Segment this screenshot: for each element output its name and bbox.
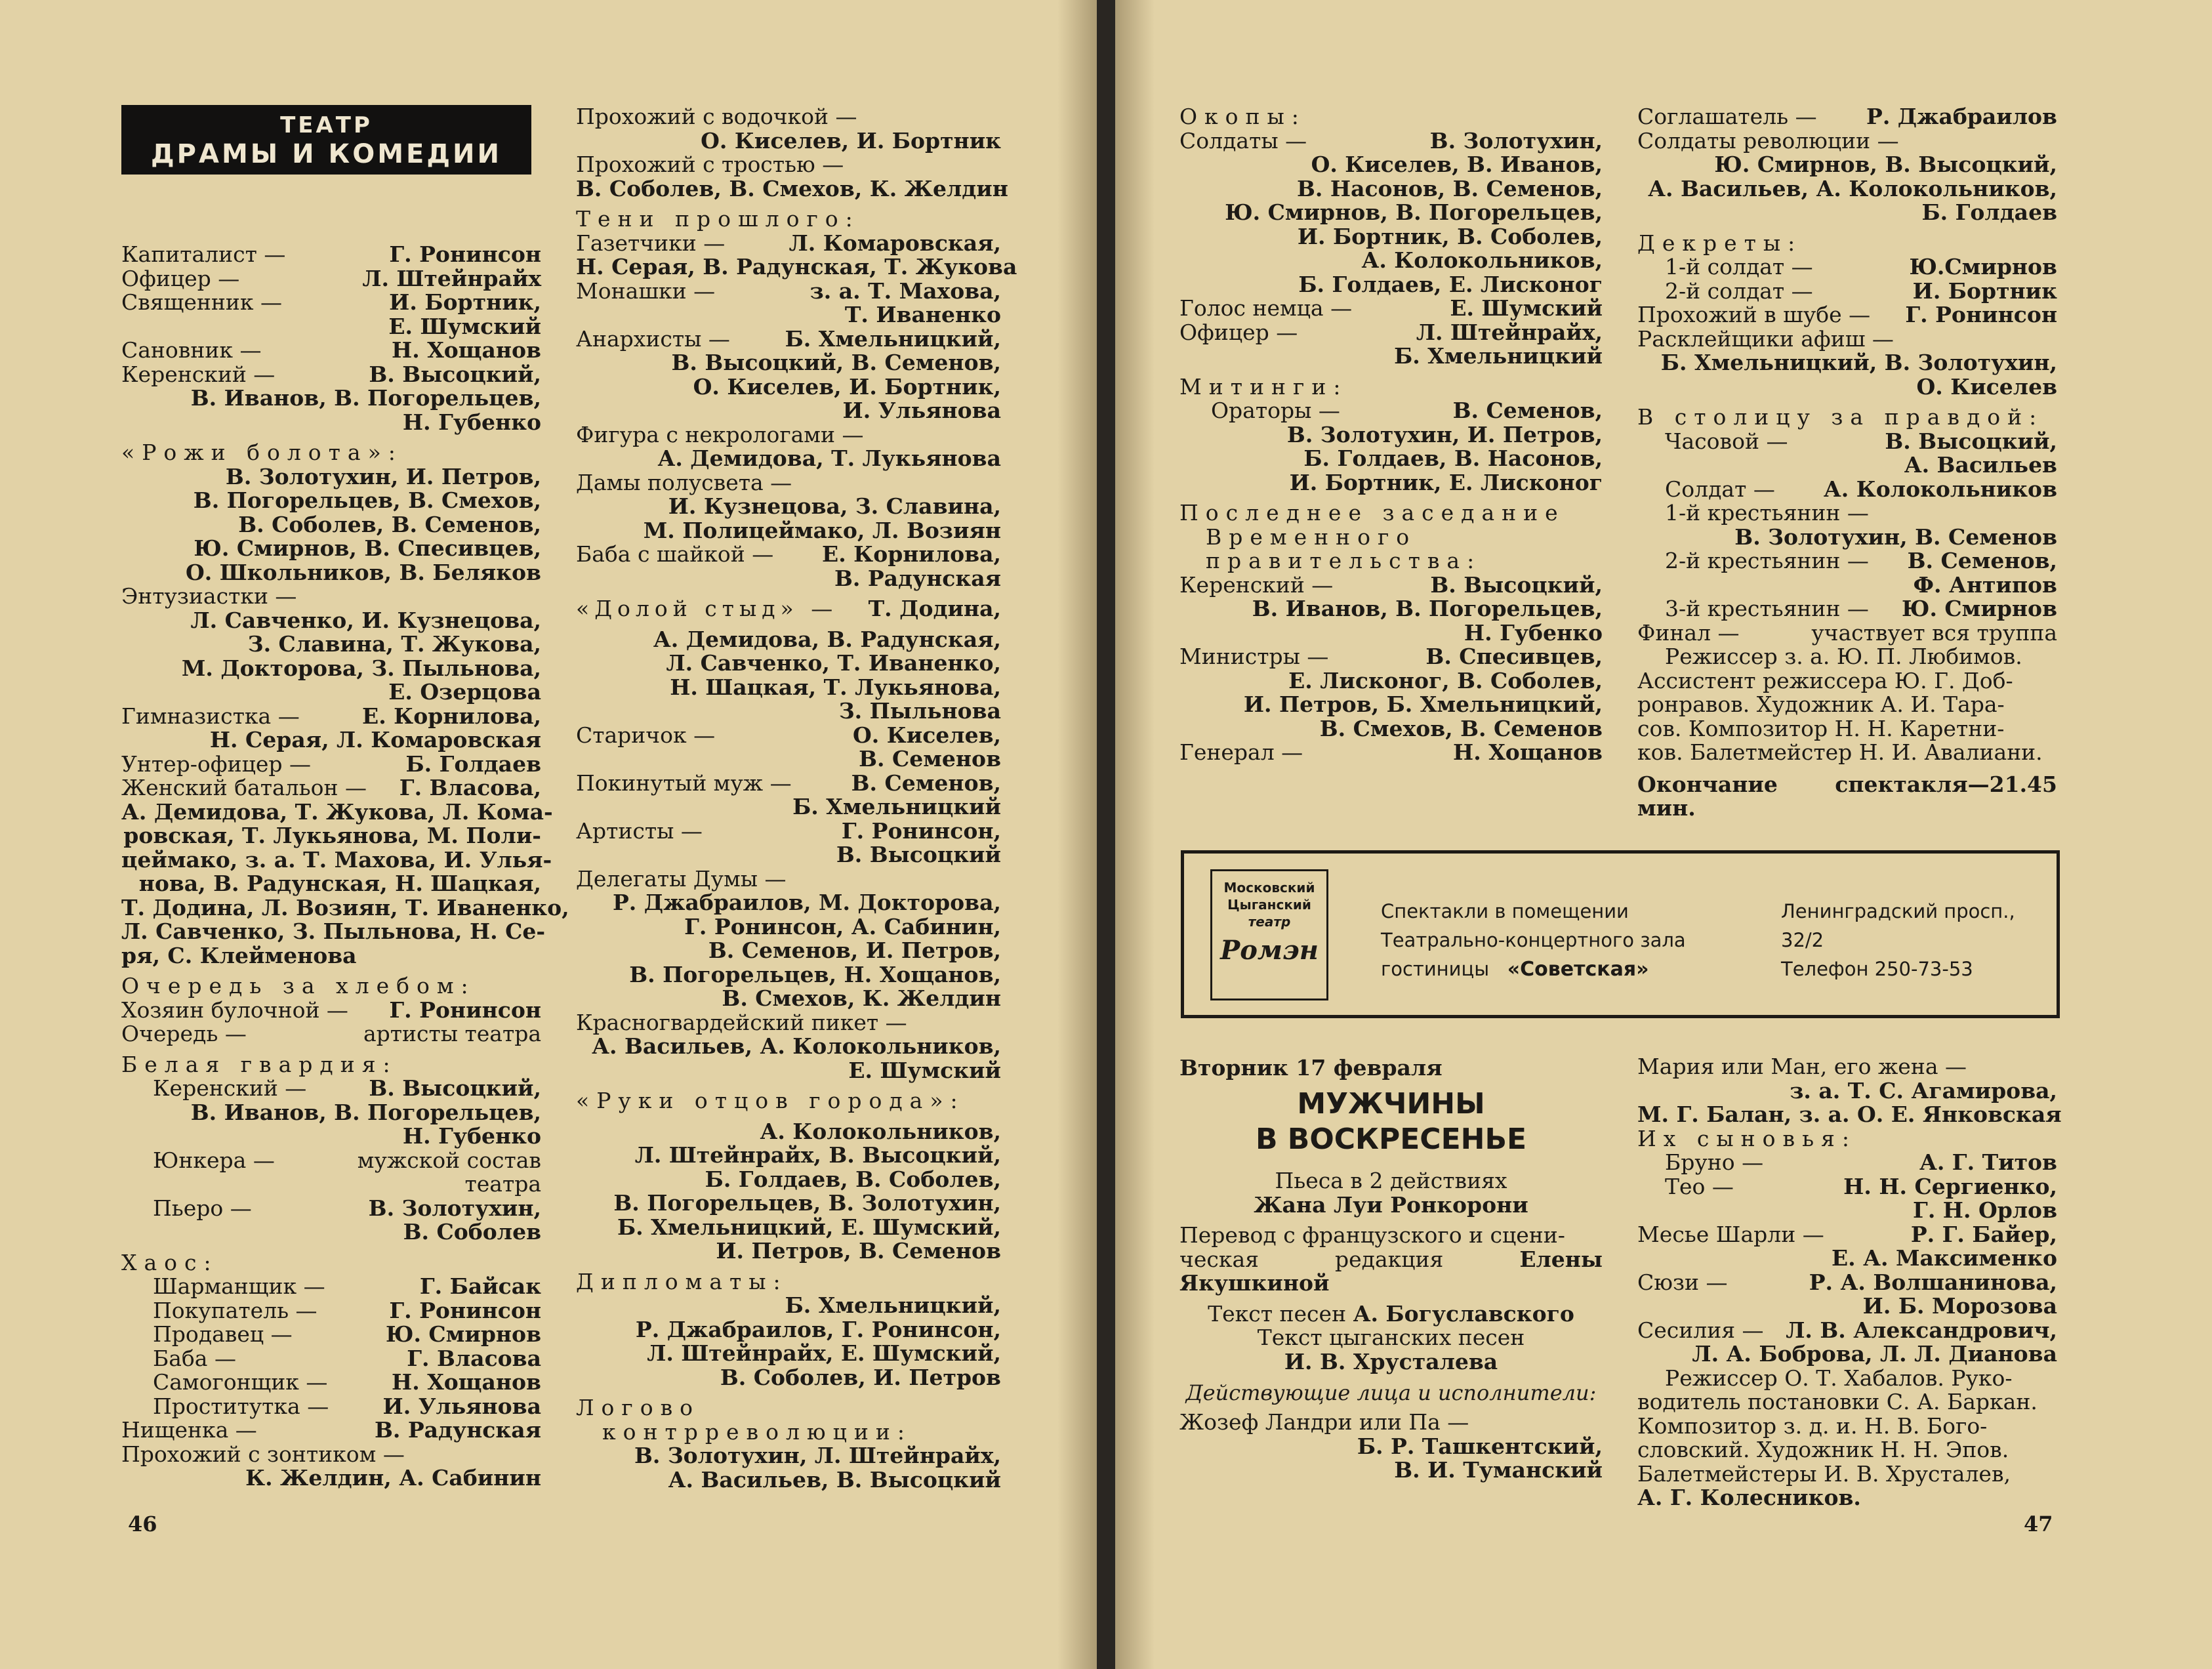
cast-actors: В. Золотухин, В. Семенов — [1734, 524, 2057, 550]
cast-actors: Л. Савченко, Т. Иваненко, — [666, 650, 1001, 676]
ad-text-line: гостиницы «Советская» — [1381, 958, 1649, 981]
scene-title: Декреты: — [1637, 230, 1803, 256]
cast-actors: А. Васильев — [1904, 452, 2057, 478]
cast-actors: ря, С. Клейменова — [121, 942, 357, 968]
play-author: Жана Луи Ронкорони — [1254, 1191, 1528, 1218]
cast-line: Мария или Ман, его жена — — [1637, 1054, 1967, 1079]
credits-line: Балетмейстеры И. В. Хрусталев, — [1637, 1460, 2011, 1487]
cast-actors: Б. Хмельницкий, — [785, 1292, 1001, 1318]
cast-actors: Л. Штейнрайх, В. Высоцкий, — [634, 1142, 1001, 1168]
cast-line: Керенский — В. Высоцкий, — [153, 1075, 541, 1101]
cast-line: Покупатель — Г. Ронинсон — [153, 1297, 541, 1323]
cast-line: Солдат — А. Колокольников — [1665, 476, 2057, 502]
cast-line: Юнкера — мужской состав — [153, 1147, 541, 1173]
cast-line: Проститутка — И. Ульянова — [153, 1393, 541, 1419]
cast-actors: О. Киселев, И. Бортник — [701, 127, 1001, 154]
cast-actors: А. Демидова, В. Радунская, — [653, 626, 1001, 652]
cast-line: Гимназистка — Е. Корнилова, — [121, 703, 541, 729]
cast-actors: К. Желдин, А. Сабинин — [245, 1465, 541, 1491]
cast-actors: Р. Джабраилов, М. Докторова, — [612, 890, 1001, 915]
cast-actors: Н. Губенко — [1464, 619, 1603, 646]
cast-actors: Е. Шумский — [848, 1057, 1001, 1083]
cast-actors: Б. Голдаев — [1921, 199, 2057, 225]
credits-line: Режиссер з. а. Ю. П. Любимов. — [1665, 644, 2022, 669]
scene-title: Дипломаты: — [576, 1268, 788, 1294]
cast-actors: Т. Иваненко — [844, 302, 1001, 327]
cast-line: Фигура с некрологами — — [576, 421, 864, 447]
ad-address — [1781, 897, 2043, 983]
cast-actors: Е. Лисконог, В. Соболев, — [1288, 667, 1603, 693]
cast-actors: Е. Озерцова — [388, 679, 541, 705]
cast-line: Ораторы — В. Семенов, — [1211, 398, 1603, 423]
play-column — [1179, 1055, 1603, 1483]
cast-line: Священник — И. Бортник, — [121, 289, 541, 315]
page-number-left: 46 — [128, 1512, 157, 1536]
cast-actors: В. Золотухин, И. Петров, — [1286, 421, 1603, 447]
scene-title: Последнее заседание — [1179, 500, 1565, 525]
cast-line: Делегаты Думы — — [576, 865, 787, 892]
credits-line: ков. Балетмейстер Н. И. Авалиани. — [1637, 739, 2043, 765]
left-page — [0, 0, 1097, 1669]
cast-actors: Л. Штейнрайх, Е. Шумский, — [647, 1340, 1001, 1366]
cast-actors: Б. Хмельницкий, Е. Шумский, — [617, 1214, 1001, 1240]
left-column-1 — [121, 241, 569, 1491]
scene-title: контрреволюции: — [602, 1418, 912, 1445]
cast-line: 2-й солдат — И. Бортник — [1665, 278, 2057, 304]
cast-actors: В. Погорельцев, В. Золотухин, — [613, 1190, 1001, 1216]
cast-actors: З. Славина, Т. Жукова, — [247, 631, 541, 657]
cast-actors: В. Радунская — [834, 565, 1001, 591]
cast-actors: В. Высоцкий, В. Семенов, — [671, 350, 1001, 375]
scene-title: Окопы: — [1179, 104, 1306, 129]
cast-actors: В. Смехов, В. Семенов — [1319, 715, 1603, 741]
cast-actors: И. Петров, Б. Хмельницкий, — [1243, 691, 1603, 717]
cast-line: Солдаты — В. Золотухин, — [1179, 127, 1603, 154]
cast-actors: З. Пыльнова — [838, 698, 1001, 724]
scene-title: Тени прошлого: — [576, 206, 860, 232]
credits-line: Композитор з. д. и. Н. В. Бого- — [1637, 1412, 1988, 1439]
cast-line: Унтер-офицер — Б. Голдаев — [121, 751, 541, 777]
scene-title: Очередь за хлебом: — [121, 973, 476, 999]
left-column-2 — [576, 104, 1017, 1493]
cast-line: Прохожий с зонтиком — — [121, 1441, 405, 1467]
cast-line: Самогонщик — Н. Хощанов — [153, 1369, 541, 1395]
gypsy-songs-credit: Текст цыганских песен — [1257, 1325, 1525, 1350]
cast-actors: В. Соболев, И. Петров — [720, 1364, 1001, 1390]
ad-address-line: 32/2 — [1781, 929, 1824, 951]
scene-title: Логово — [576, 1395, 701, 1420]
play-date: Вторник 17 февраля — [1179, 1055, 1443, 1081]
cast-line: «Долой стыд» — Т. Додина, — [576, 596, 1001, 621]
page-number-right: 47 — [2024, 1512, 2053, 1536]
cast-line: Соглашатель — Р. Джабраилов — [1637, 104, 2057, 129]
right-column-1 — [1179, 105, 1603, 765]
logo-line: Московский — [1223, 880, 1315, 896]
cast-actors: Б. Голдаев, В. Насонов, — [1303, 445, 1603, 471]
cast-line: Пьеро — В. Золотухин, — [153, 1195, 541, 1221]
cast-actors: Т. Додина, Л. Возиян, Т. Иваненко, — [121, 894, 569, 920]
cast-actors: А. Васильев, А. Колокольников, — [1648, 175, 2057, 201]
cast-actors: Н. Губенко — [402, 409, 541, 435]
cast-actors: Б. Хмельницкий — [1394, 343, 1603, 369]
cast-actors: В. Смехов, К. Желдин — [722, 985, 1001, 1011]
cast-line: Тео — Н. Н. Сергиенко, — [1665, 1173, 2057, 1199]
cast-line: Анархисты — Б. Хмельницкий, — [576, 325, 1001, 352]
cast-actors: В. Иванов, В. Погорельцев, — [190, 385, 541, 411]
cast-actors: И. Б. Морозова — [1862, 1293, 2057, 1319]
credits-line: сов. Композитор Н. Н. Каретни- — [1637, 715, 2005, 741]
cast-actors: И. Кузнецова, З. Славина, — [668, 493, 1001, 519]
cast-actors: О. Киселев, И. Бортник, — [693, 373, 1001, 400]
cast-actors: В. Иванов, В. Погорельцев, — [1252, 596, 1603, 621]
cast-line: Прохожий с водочкой — — [576, 104, 857, 129]
cast-actors: И. Ульянова — [842, 398, 1001, 423]
cast-line: Артисты — Г. Ронинсон, — [576, 817, 1001, 844]
cast-actors: Н. Серая, В. Радунская, Т. Жукова — [576, 254, 1017, 279]
cast-actors: И. Бортник, В. Соболев, — [1297, 223, 1603, 249]
cast-line: 1-й крестьянин — — [1665, 500, 1869, 525]
cast-actors: Н. Шацкая, Т. Лукьянова, — [670, 674, 1001, 700]
cast-line: Сановник — Н. Хощанов — [121, 337, 541, 363]
cast-line: 2-й крестьянин — В. Семенов, — [1665, 548, 2057, 573]
scene-title: В столицу за правдой: — [1637, 404, 2044, 430]
cast-actors: цеймако, з. а. Т. Махова, И. Улья- — [121, 846, 552, 873]
cast-line: Дамы полусвета — — [576, 469, 792, 495]
cast-line: Прохожий в шубе — Г. Ронинсон — [1637, 302, 2057, 327]
header-line2: ДРАМЫ И КОМЕДИИ — [151, 139, 502, 169]
play-cast-column — [1637, 1054, 2062, 1510]
credits-line: А. Г. Колесников. — [1637, 1485, 1861, 1510]
cast-line: Нищенка — В. Радунская — [121, 1417, 541, 1443]
cast-actors: Ю. Смирнов, В. Погорельцев, — [1225, 199, 1603, 225]
cast-actors: О. Киселев — [1916, 373, 2057, 400]
cast-actors: В. Иванов, В. Погорельцев, — [190, 1099, 541, 1125]
cast-actors: Р. Джабраилов, Г. Ронинсон, — [635, 1316, 1001, 1342]
cast-actors: А. Васильев, В. Высоцкий — [668, 1466, 1001, 1493]
cast-actors: Н. Серая, Л. Комаровская — [209, 727, 541, 752]
credits-line: словский. Художник Н. Н. Эпов. — [1637, 1437, 2009, 1462]
credits-line: Ассистент режиссера Ю. Г. Доб- — [1637, 667, 2013, 693]
cast-actors: О. Школьников, В. Беляков — [186, 559, 541, 585]
right-column-2 — [1637, 105, 2057, 821]
play-title: МУЖЧИНЫ В ВОСКРЕСЕНЬЕ — [1255, 1087, 1527, 1156]
logo-line: Ромэн — [1220, 935, 1319, 966]
cast-line: Красногвардейский пикет — — [576, 1009, 907, 1035]
cast-line: Шарманщик — Г. Байсак — [153, 1273, 541, 1299]
cast-actors: И. Петров, В. Семенов — [716, 1238, 1001, 1264]
cast-actors: Н. Губенко — [402, 1123, 541, 1149]
cast-actors: Л. А. Боброва, Л. Л. Дианова — [1692, 1341, 2057, 1367]
cast-actors: В. Соболев — [403, 1219, 541, 1245]
cast-actors: з. а. Т. С. Агамирова, — [1790, 1077, 2057, 1103]
theatre-header — [121, 105, 531, 175]
cast-line: Энтузиастки — — [121, 583, 297, 609]
cast-line: Капиталист — Г. Ронинсон — [121, 241, 541, 267]
cast-line: 1-й солдат — Ю.Смирнов — [1665, 254, 2057, 279]
cast-line: Покинутый муж — В. Семенов, — [576, 770, 1001, 796]
cast-actors: Б. Голдаев, Е. Лисконог — [1298, 271, 1603, 297]
cast-line: Газетчики — Л. Комаровская, — [576, 230, 1001, 256]
cast-actors: Г. Н. Орлов — [1913, 1197, 2057, 1223]
cast-actors: В. Золотухин, И. Петров, — [225, 463, 541, 489]
ad-text — [1381, 897, 1715, 984]
cast-heading: Действующие лица и исполнители: — [1185, 1380, 1597, 1405]
cast-actors: В. Соболев, В. Семенов, — [238, 511, 541, 537]
cast-line: Продавец — Ю. Смирнов — [153, 1321, 541, 1347]
cast-actors: В. Семенов — [859, 746, 1001, 772]
cast-actors: Е. А. Максименко — [1832, 1245, 2057, 1271]
cast-actors: Б. Хмельницкий — [792, 794, 1001, 819]
translation: Перевод с французского и сцени- — [1179, 1222, 1565, 1248]
cast-actors: А. Колокольников, — [760, 1118, 1001, 1144]
cast-actors: Б. Р. Ташкентский, — [1357, 1433, 1603, 1459]
cast-actors: ровская, Т. Лукьянова, М. Поли- — [123, 823, 541, 848]
scene-title: «Руки отцов города»: — [576, 1088, 965, 1113]
cast-line: Солдаты революции — — [1637, 127, 1899, 154]
cast-line: Баба — Г. Власова — [153, 1345, 541, 1371]
songs-credit: Текст песен А. Богуславского — [1208, 1300, 1574, 1327]
scene-title: «Рожи болота»: — [121, 440, 403, 465]
cast-actors: О. Киселев, В. Иванов, — [1311, 152, 1603, 177]
play-subtitle: Пьеса в 2 действиях — [1275, 1168, 1507, 1193]
cast-line: Министры — В. Спесивцев, — [1179, 644, 1603, 669]
scene-title: правительства: — [1206, 548, 1482, 573]
gypsy-songs-author: И. В. Хрусталева — [1284, 1348, 1498, 1374]
ad-phone: Телефон 250-73-53 — [1781, 958, 1973, 980]
cast-actors: А. Колокольников, — [1361, 247, 1603, 273]
ad-text-line: Театрально-концертного зала — [1381, 929, 1686, 951]
advertisement-box — [1181, 850, 2060, 1018]
cast-line: Прохожий с тростью — — [576, 152, 844, 177]
cast-line: Сесилия — Л. В. Александрович, — [1637, 1317, 2057, 1343]
cast-line: Баба с шайкой — Е. Корнилова, — [576, 541, 1001, 567]
cast-actors: В. Семенов, И. Петров, — [708, 938, 1001, 963]
translation: ческая редакция Елены Якушкиной — [1179, 1246, 1603, 1296]
cast-line: Офицер — Л. Штейнрайх, — [1179, 319, 1603, 345]
cast-actors: В. Погорельцев, В. Смехов, — [193, 487, 541, 513]
cast-line: Очередь — артисты театра — [121, 1021, 541, 1046]
header-line1: ТЕАТР — [280, 112, 373, 138]
cast-actors: А. Демидова, Т. Жукова, Л. Кома- — [121, 798, 553, 825]
credits-line: ронравов. Художник А. И. Тара- — [1637, 691, 2005, 717]
end-time: Окончание спектакля—21.45 мин. — [1637, 771, 2057, 821]
cast-line: Хозяин булочной — Г. Ронинсон — [121, 997, 541, 1023]
cast-actors: В. И. Туманский — [1394, 1457, 1603, 1483]
cast-line: Жозеф Ландри или Па — — [1179, 1409, 1469, 1435]
cast-line: Месье Шарли — Р. Г. Байер, — [1637, 1221, 2057, 1247]
credits-line: водитель постановки С. А. Баркан. — [1637, 1389, 2038, 1414]
cast-actors: Б. Голдаев, В. Соболев, — [705, 1166, 1001, 1192]
cast-actors: А. Демидова, Т. Лукьянова — [657, 445, 1001, 471]
cast-actors: В. Высоцкий — [836, 842, 1001, 867]
cast-line: 3-й крестьянин — Ю. Смирнов — [1665, 596, 2057, 621]
cast-line: Керенский — В. Высоцкий, — [1179, 571, 1603, 598]
ad-address-line: Ленинградский просп., — [1781, 900, 2015, 922]
cast-line: Генерал — Н. Хощанов — [1179, 739, 1603, 765]
cast-line: Старичок — О. Киселев, — [576, 722, 1001, 748]
cast-line: Керенский — В. Высоцкий, — [121, 361, 541, 387]
cast-actors: Ю. Смирнов, В. Высоцкий, — [1714, 152, 2057, 177]
cast-actors: М. Г. Балан, з. а. О. Е. Янковская — [1637, 1102, 2062, 1127]
cast-actors: нова, В. Радунская, Н. Шацкая, — [138, 871, 541, 896]
cast-actors: Ф. Антипов — [1913, 571, 2057, 598]
cast-line: Бруно — А. Г. Титов — [1665, 1149, 2057, 1175]
cast-actors: Е. Шумский — [388, 313, 541, 339]
cast-actors: А. Васильев, А. Колокольников, — [592, 1033, 1001, 1059]
cast-actors: Ю. Смирнов, В. Спесивцев, — [194, 535, 541, 561]
scene-title: Хаос: — [121, 1249, 218, 1275]
scene-title: Белая гвардия: — [121, 1051, 398, 1077]
cast-actors: Л. Савченко, И. Кузнецова, — [190, 607, 541, 633]
cast-line: Финал — участвует вся труппа — [1637, 619, 2057, 646]
cast-line: Часовой — В. Высоцкий, — [1665, 428, 2057, 454]
cast-actors: М. Полицеймако, Л. Возиян — [643, 517, 1001, 543]
scene-title: Временного — [1206, 524, 1417, 550]
cast-line: Женский батальон — Г. Власова, — [121, 775, 541, 800]
cast-actors: Г. Ронинсон, А. Сабинин, — [684, 913, 1001, 939]
logo-line: Цыганский — [1227, 897, 1311, 913]
cast-actors: В. Насонов, В. Семенов, — [1297, 175, 1603, 201]
cast-actors: Б. Хмельницкий, В. Золотухин, — [1660, 350, 2057, 375]
credits-line: Режиссер О. Т. Хабалов. Руко- — [1665, 1365, 2013, 1391]
cast-actors: В. Соболев, В. Смехов, К. Желдин — [576, 175, 1008, 201]
scene-title: Их сыновья: — [1637, 1125, 1856, 1151]
cast-actors: И. Бортник, Е. Лисконог — [1289, 469, 1603, 495]
cast-actors: В. Золотухин, Л. Штейнрайх, — [634, 1443, 1001, 1468]
cast-line: Голос немца — Е. Шумский — [1179, 295, 1603, 321]
cast-line: Расклейщики афиш — — [1637, 325, 1894, 352]
cast-line: Монашки — з. а. Т. Махова, — [576, 278, 1001, 304]
logo-line: театр — [1248, 914, 1291, 930]
cast-actors: театра — [464, 1171, 541, 1197]
cast-actors: М. Докторова, З. Пыльнова, — [181, 655, 541, 681]
cast-actors: В. Погорельцев, Н. Хощанов, — [629, 961, 1001, 987]
cast-line: Офицер — Л. Штейнрайх — [121, 265, 541, 291]
cast-line: Сюзи — Р. А. Волшанинова, — [1637, 1269, 2057, 1295]
cast-actors: Л. Савченко, З. Пыльнова, Н. Се- — [121, 918, 546, 944]
scene-title: Митинги: — [1179, 373, 1348, 400]
romen-logo — [1210, 869, 1328, 1000]
ad-text-line: Спектакли в помещении — [1381, 900, 1629, 922]
